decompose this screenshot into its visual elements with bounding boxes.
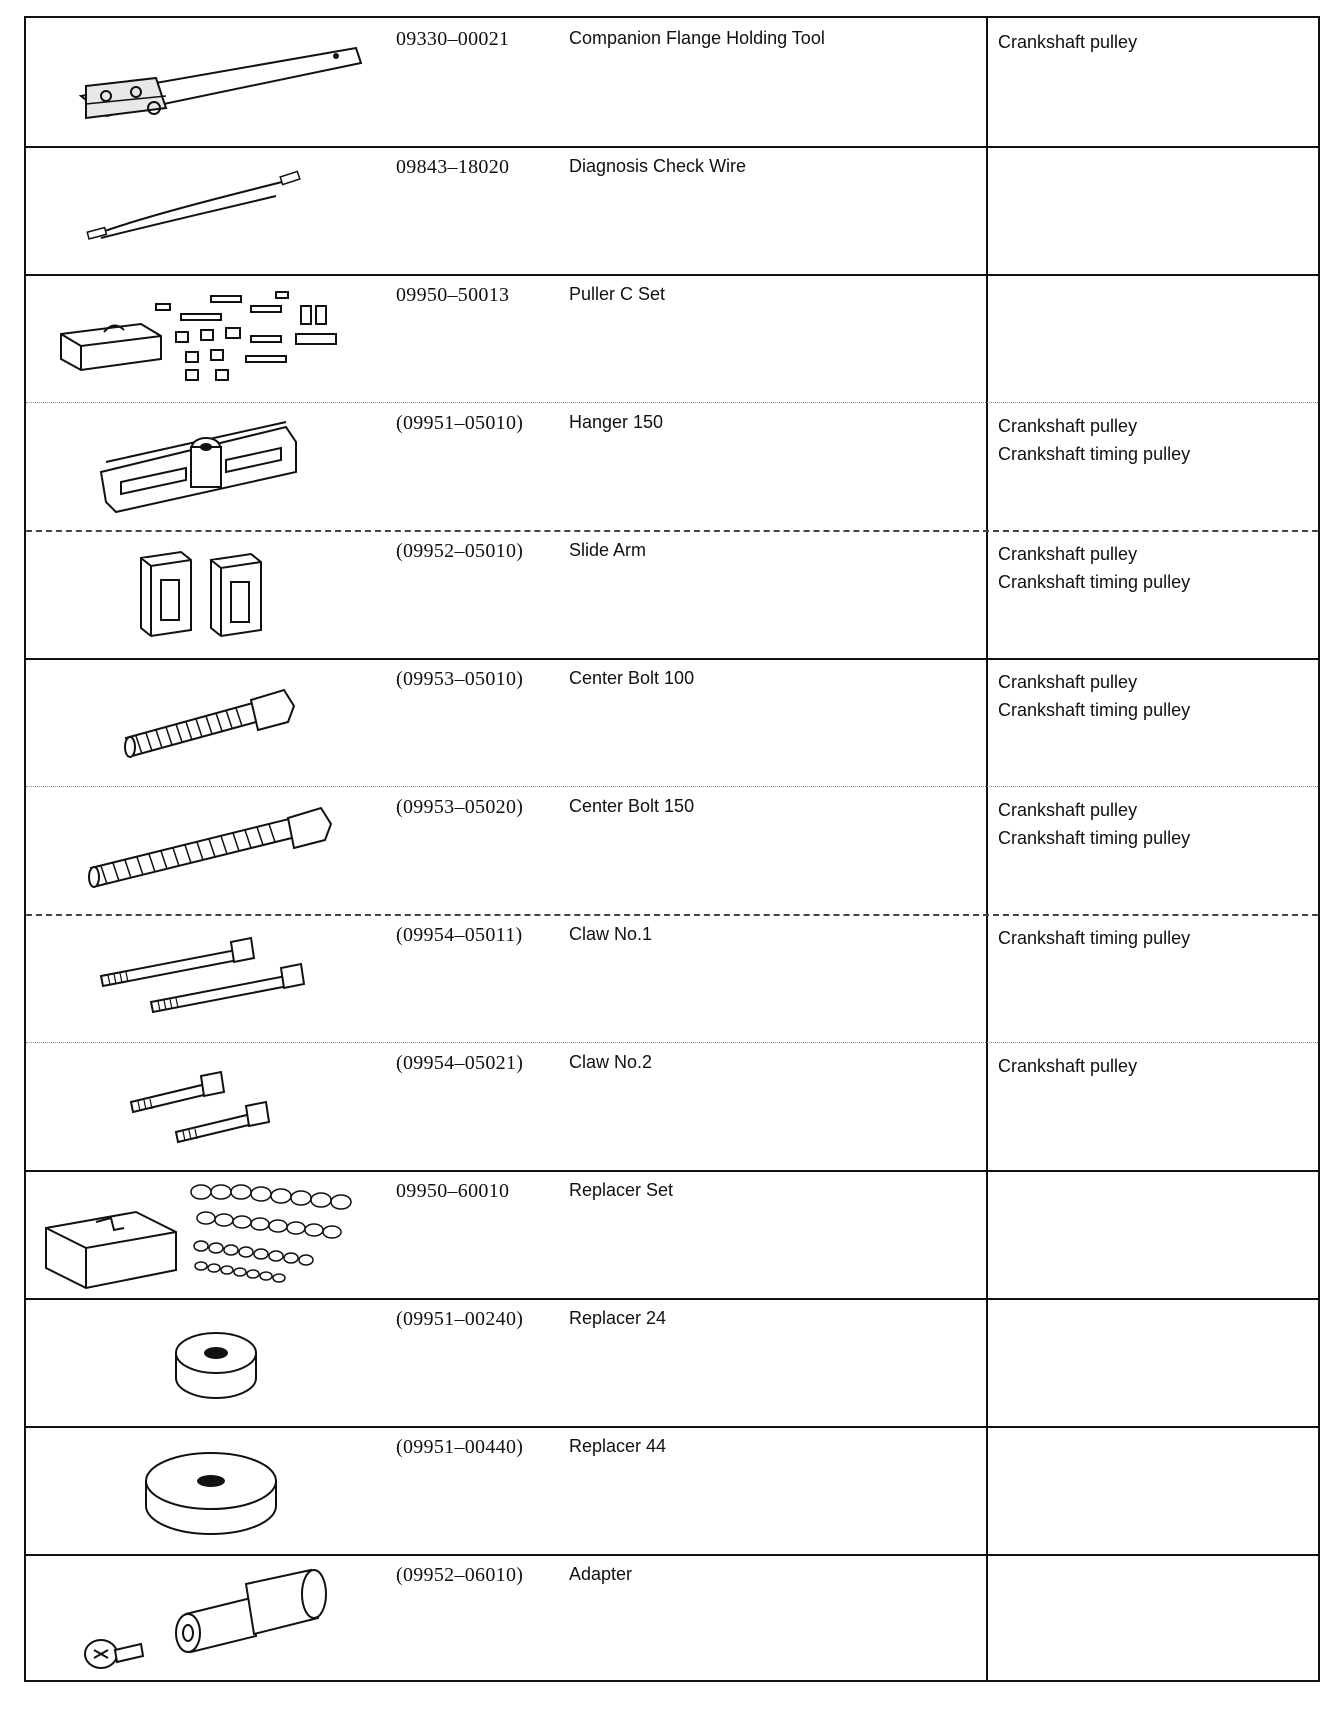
- usage-item: Crankshaft pulley: [998, 800, 1138, 820]
- usage-list: [998, 540, 1308, 596]
- replacer-small-icon: [26, 1298, 396, 1426]
- tool-name: Claw No.2: [569, 1052, 653, 1072]
- check-wire-icon: [26, 146, 396, 274]
- tool-name: Diagnosis Check Wire: [569, 156, 747, 176]
- table-row: [26, 1426, 1318, 1554]
- replacer-set-icon: [26, 1170, 396, 1298]
- hanger-icon: [26, 402, 396, 530]
- tool-name: Companion Flange Holding Tool: [569, 28, 825, 48]
- table-row: [26, 402, 1318, 530]
- claw-long-icon: [26, 914, 396, 1042]
- part-number: (09952–06010): [396, 1564, 524, 1586]
- usage-list: [998, 412, 1308, 468]
- part-number: (09952–05010): [396, 540, 524, 562]
- tool-name: Replacer Set: [569, 1180, 674, 1200]
- puller-set-icon: [26, 274, 396, 402]
- special-tools-table: [24, 16, 1320, 1682]
- usage-item: Crankshaft timing pulley: [998, 828, 1191, 848]
- usage-list: [998, 924, 1308, 952]
- table-row: [26, 530, 1318, 658]
- usage-item: Crankshaft pulley: [998, 1056, 1138, 1076]
- part-number: (09951–05010): [396, 412, 524, 434]
- part-number: 09330–00021: [396, 28, 510, 50]
- part-number: (09954–05021): [396, 1052, 524, 1074]
- usage-list: [998, 1052, 1308, 1080]
- tool-name: Slide Arm: [569, 540, 647, 560]
- table-row: [26, 18, 1318, 146]
- replacer-large-icon: [26, 1426, 396, 1554]
- usage-item: Crankshaft timing pulley: [998, 444, 1191, 464]
- part-number: (09951–00440): [396, 1436, 524, 1458]
- tool-name: Replacer 44: [569, 1436, 667, 1456]
- usage-item: Crankshaft pulley: [998, 544, 1138, 564]
- adapter-icon: [26, 1554, 396, 1682]
- table-row: [26, 1170, 1318, 1298]
- table-row: [26, 914, 1318, 1042]
- table-row: [26, 1554, 1318, 1682]
- center-bolt-short-icon: [26, 658, 396, 786]
- table-row: [26, 1042, 1318, 1170]
- table-row: [26, 1298, 1318, 1426]
- tool-name: Center Bolt 100: [569, 668, 695, 688]
- part-number: 09950–60010: [396, 1180, 510, 1202]
- part-number: (09953–05020): [396, 796, 524, 818]
- part-number: (09951–00240): [396, 1308, 524, 1330]
- center-bolt-long-icon: [26, 786, 396, 914]
- tool-name: Replacer 24: [569, 1308, 667, 1328]
- tool-name: Center Bolt 150: [569, 796, 695, 816]
- part-number: 09843–18020: [396, 156, 510, 178]
- usage-item: Crankshaft timing pulley: [998, 572, 1191, 592]
- table-row: [26, 146, 1318, 274]
- usage-list: [998, 28, 1308, 56]
- flange-holding-tool-icon: [26, 18, 396, 146]
- usage-item: Crankshaft pulley: [998, 32, 1138, 52]
- usage-list: [998, 668, 1308, 724]
- usage-item: Crankshaft timing pulley: [998, 700, 1191, 720]
- tool-name: Hanger 150: [569, 412, 664, 432]
- usage-list: [998, 796, 1308, 852]
- tool-name: Puller C Set: [569, 284, 666, 304]
- table-row: [26, 274, 1318, 402]
- claw-short-icon: [26, 1042, 396, 1170]
- part-number: (09954–05011): [396, 924, 523, 946]
- table-row: [26, 658, 1318, 786]
- usage-item: Crankshaft pulley: [998, 672, 1138, 692]
- table-row: [26, 786, 1318, 914]
- usage-item: Crankshaft pulley: [998, 416, 1138, 436]
- part-number: (09953–05010): [396, 668, 524, 690]
- tool-name: Adapter: [569, 1564, 633, 1584]
- usage-item: Crankshaft timing pulley: [998, 928, 1191, 948]
- part-number: 09950–50013: [396, 284, 510, 306]
- tool-name: Claw No.1: [569, 924, 653, 944]
- slide-arm-icon: [26, 530, 396, 658]
